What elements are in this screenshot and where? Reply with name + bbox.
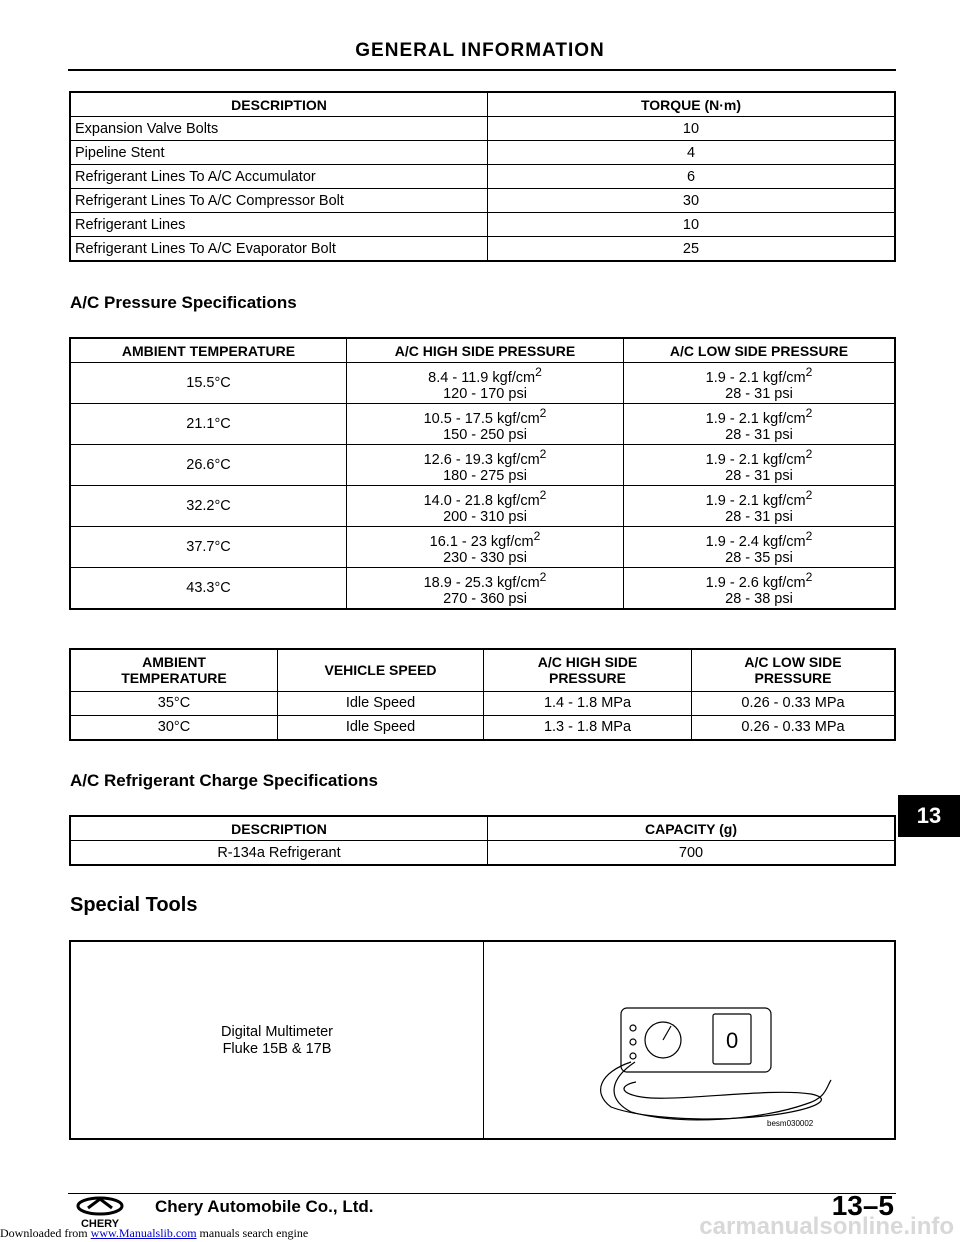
pressure-section-title: A/C Pressure Specifications <box>70 293 297 312</box>
column-header-high-side: A/C HIGH SIDE PRESSURE <box>347 338 624 363</box>
cell-low-pressure <box>624 527 896 568</box>
display-digit: 0 <box>726 1028 739 1053</box>
cell-temperature: 30°C <box>70 715 278 740</box>
column-header-description: DESCRIPTION <box>70 92 488 117</box>
low-psi: 28 - 35 psi <box>725 549 793 566</box>
column-header-torque: TORQUE (N·m) <box>488 92 896 117</box>
cell-torque: 25 <box>488 237 896 262</box>
table-row <box>70 841 895 866</box>
tool-description <box>71 1024 483 1058</box>
multimeter-body <box>621 1008 771 1072</box>
probe-lead <box>614 1062 831 1120</box>
low-kgf: 1.9 - 2.6 kgf/cm <box>705 574 806 591</box>
high-psi: 270 - 360 psi <box>443 590 527 607</box>
column-header-ambient: AMBIENT TEMPERATURE <box>70 338 347 363</box>
cell-torque: 6 <box>488 165 896 189</box>
table-row <box>70 141 895 165</box>
cell-description: Refrigerant Lines To A/C Accumulator <box>70 165 488 189</box>
column-header-high-side <box>484 649 692 691</box>
image-code: besm030002 <box>767 1119 814 1128</box>
header-text: AMBIENT TEMPERATURE <box>121 654 227 687</box>
cell-low-pressure <box>624 363 896 404</box>
cell-high-pressure <box>347 363 624 404</box>
cell-low-pressure: 0.26 - 0.33 MPa <box>692 691 896 715</box>
table-row <box>70 165 895 189</box>
header-text: A/C HIGH SIDE PRESSURE <box>537 654 638 687</box>
table-row <box>70 715 895 740</box>
probe-lead <box>601 1062 822 1119</box>
logo-text: CHERY <box>80 1218 120 1230</box>
cell-temperature: 43.3°C <box>70 568 347 609</box>
page-number: 13–5 <box>831 1190 894 1221</box>
high-psi: 200 - 310 psi <box>443 508 527 525</box>
superscript: 2 <box>539 569 547 584</box>
table-header-row <box>70 649 895 691</box>
cell-temperature: 21.1°C <box>70 404 347 445</box>
cell-high-pressure: 1.3 - 1.8 MPa <box>484 715 692 740</box>
cell-description: Expansion Valve Bolts <box>70 117 488 141</box>
multimeter-illustration <box>591 1002 841 1132</box>
cell-temperature: 37.7°C <box>70 527 347 568</box>
superscript: 2 <box>805 365 813 380</box>
chapter-tab: 13 <box>898 795 960 837</box>
cell-description: R-134a Refrigerant <box>70 841 488 866</box>
superscript: 2 <box>805 569 813 584</box>
download-notice <box>0 1226 308 1241</box>
cell-low-pressure <box>624 486 896 527</box>
cell-high-pressure <box>347 568 624 609</box>
superscript: 2 <box>533 529 541 544</box>
column-header-description: DESCRIPTION <box>70 816 488 841</box>
low-psi: 28 - 38 psi <box>725 590 793 607</box>
superscript: 2 <box>805 488 813 503</box>
low-psi: 28 - 31 psi <box>725 508 793 525</box>
column-header-vehicle-speed: VEHICLE SPEED <box>278 649 484 691</box>
cell-temperature: 35°C <box>70 691 278 715</box>
high-kgf: 10.5 - 17.5 kgf/cm <box>423 410 540 427</box>
high-kgf: 8.4 - 11.9 kgf/cm <box>428 369 536 386</box>
superscript: 2 <box>539 406 547 421</box>
cell-high-pressure <box>347 486 624 527</box>
cell-torque: 4 <box>488 141 896 165</box>
table-header-row <box>70 338 895 363</box>
table-row <box>70 213 895 237</box>
cell-low-pressure <box>624 568 896 609</box>
high-kgf: 14.0 - 21.8 kgf/cm <box>423 492 540 509</box>
pressure-table <box>69 337 896 610</box>
cell-high-pressure <box>347 404 624 445</box>
cell-temperature: 32.2°C <box>70 486 347 527</box>
tools-section-title: Special Tools <box>70 894 198 916</box>
cell-low-pressure <box>624 404 896 445</box>
table-row <box>70 404 895 445</box>
low-psi: 28 - 31 psi <box>725 385 793 402</box>
high-psi: 150 - 250 psi <box>443 426 527 443</box>
header-text: A/C LOW SIDE PRESSURE <box>744 654 842 687</box>
table-header-row <box>70 816 895 841</box>
cell-temperature: 26.6°C <box>70 445 347 486</box>
superscript: 2 <box>535 365 542 380</box>
superscript: 2 <box>805 406 813 421</box>
table-row <box>70 691 895 715</box>
superscript: 2 <box>539 488 547 503</box>
high-kgf: 16.1 - 23 kgf/cm <box>429 533 534 550</box>
torque-table <box>69 91 896 262</box>
high-kgf: 12.6 - 19.3 kgf/cm <box>423 451 540 468</box>
cell-capacity: 700 <box>488 841 896 866</box>
cell-speed: Idle Speed <box>278 715 484 740</box>
cell-low-pressure: 0.26 - 0.33 MPa <box>692 715 896 740</box>
superscript: 2 <box>805 447 813 462</box>
footer-rule <box>68 1193 896 1194</box>
tool-name: Digital Multimeter <box>221 1024 333 1040</box>
cell-high-pressure <box>347 445 624 486</box>
tool-model: Fluke 15B & 17B <box>222 1041 332 1057</box>
table-row <box>70 486 895 527</box>
low-kgf: 1.9 - 2.1 kgf/cm <box>705 410 806 427</box>
table-row <box>70 189 895 213</box>
manualslib-link[interactable]: www.Manualslib.com <box>90 1226 197 1240</box>
tools-divider <box>483 942 484 1138</box>
watermark: carmanualsonline.info <box>699 1213 954 1240</box>
low-psi: 28 - 31 psi <box>725 467 793 484</box>
cell-description: Refrigerant Lines <box>70 213 488 237</box>
charge-table <box>69 815 896 866</box>
charge-section-title: A/C Refrigerant Charge Specifications <box>70 771 378 790</box>
superscript: 2 <box>539 447 547 462</box>
superscript: 2 <box>805 529 813 544</box>
header-rule <box>68 69 896 71</box>
table-row <box>70 568 895 609</box>
table-row <box>70 117 895 141</box>
high-kgf: 18.9 - 25.3 kgf/cm <box>423 574 540 591</box>
cell-description: Refrigerant Lines To A/C Compressor Bolt <box>70 189 488 213</box>
table-row <box>70 237 895 262</box>
tools-box <box>69 940 896 1140</box>
cell-speed: Idle Speed <box>278 691 484 715</box>
high-psi: 230 - 330 psi <box>443 549 527 566</box>
cell-description: Pipeline Stent <box>70 141 488 165</box>
column-header-low-side: A/C LOW SIDE PRESSURE <box>624 338 896 363</box>
low-kgf: 1.9 - 2.4 kgf/cm <box>705 533 806 550</box>
high-psi: 180 - 275 psi <box>443 467 527 484</box>
column-header-low-side <box>692 649 896 691</box>
page-header-title: GENERAL INFORMATION <box>355 40 605 61</box>
column-header-capacity: CAPACITY (g) <box>488 816 896 841</box>
column-header-ambient <box>70 649 278 691</box>
table-header-row <box>70 92 895 117</box>
cell-torque: 10 <box>488 213 896 237</box>
cell-torque: 10 <box>488 117 896 141</box>
low-kgf: 1.9 - 2.1 kgf/cm <box>705 369 806 386</box>
high-psi: 120 - 170 psi <box>443 385 527 402</box>
cell-torque: 30 <box>488 189 896 213</box>
cell-temperature: 15.5°C <box>70 363 347 404</box>
download-suffix: manuals search engine <box>199 1226 309 1240</box>
table-row <box>70 445 895 486</box>
chery-logo-icon <box>60 1194 140 1230</box>
cell-low-pressure <box>624 445 896 486</box>
low-psi: 28 - 31 psi <box>725 426 793 443</box>
low-kgf: 1.9 - 2.1 kgf/cm <box>705 451 806 468</box>
cell-high-pressure: 1.4 - 1.8 MPa <box>484 691 692 715</box>
cell-description: Refrigerant Lines To A/C Evaporator Bolt <box>70 237 488 262</box>
table-row <box>70 527 895 568</box>
download-prefix: Downloaded from <box>0 1226 88 1240</box>
company-name: Chery Automobile Co., Ltd. <box>155 1197 374 1216</box>
speed-table <box>69 648 896 741</box>
cell-high-pressure <box>347 527 624 568</box>
low-kgf: 1.9 - 2.1 kgf/cm <box>705 492 806 509</box>
table-row <box>70 363 895 404</box>
